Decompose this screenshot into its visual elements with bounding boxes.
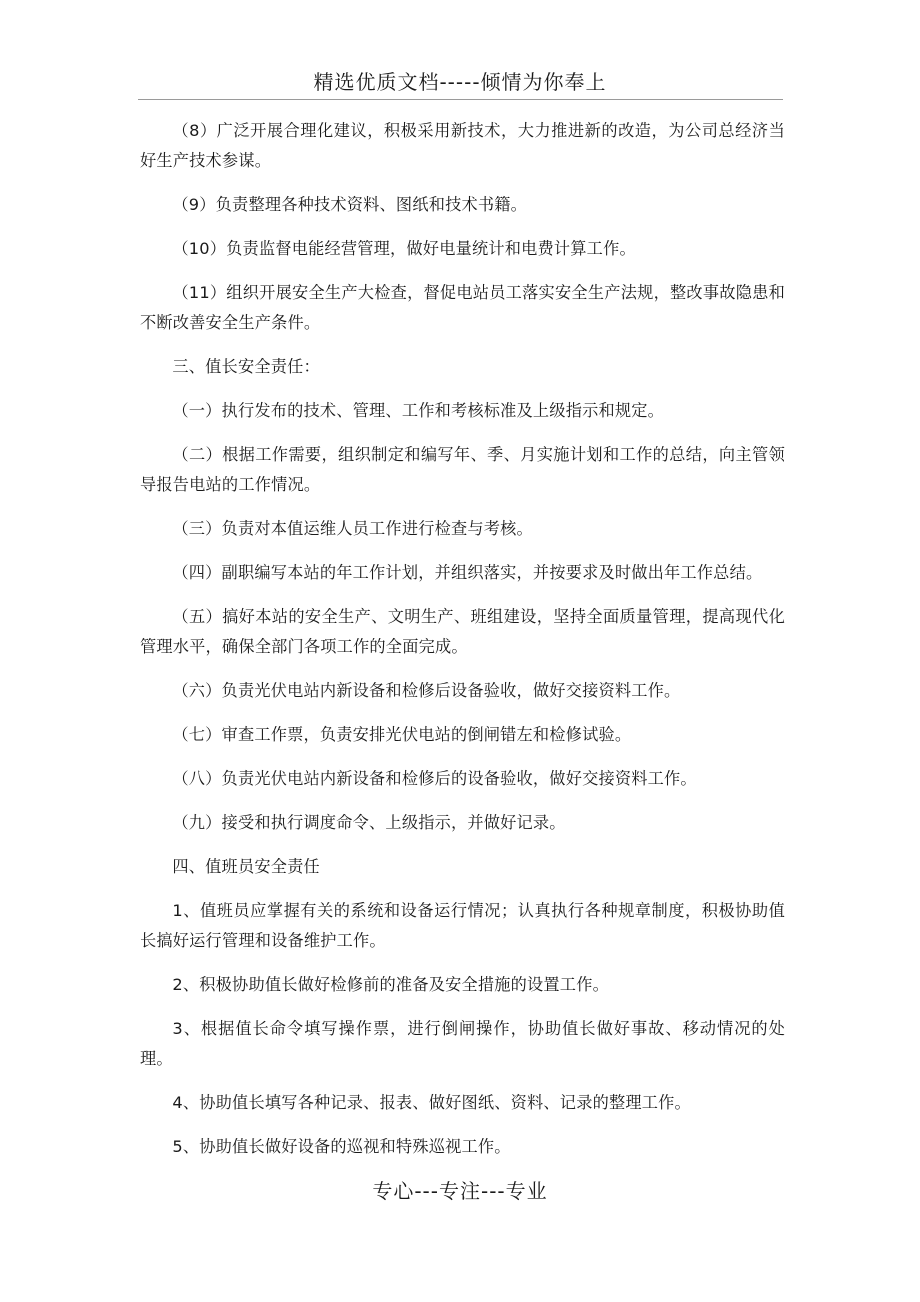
- paragraph: 5、协助值长做好设备的巡视和特殊巡视工作。: [172, 1137, 511, 1156]
- paragraph: （六）负责光伏电站内新设备和检修后设备验收，做好交接资料工作。: [172, 681, 681, 700]
- paragraph: （一）执行发布的技术、管理、工作和考核标准及上级指示和规定。: [172, 401, 665, 420]
- document-body: [140, 116, 785, 1176]
- section-heading: 四、值班员安全责任: [172, 857, 320, 876]
- page-footer-text: 专心---专注---专业: [372, 1179, 548, 1203]
- paragraph: （二）根据工作需要，组织制定和编写年、季、月实施计划和工作的总结，向主管领导报告电站的工作情况。: [140, 445, 785, 494]
- paragraph: 1、值班员应掌握有关的系统和设备运行情况；认真执行各种规章制度，积极协助值长搞好运行管理和设备维护工作。: [140, 901, 785, 950]
- paragraph: 4、协助值长填写各种记录、报表、做好图纸、资料、记录的整理工作。: [172, 1093, 691, 1112]
- paragraph: 3、根据值长命令填写操作票，进行倒闸操作，协助值长做好事故、移动情况的处理。: [140, 1019, 785, 1068]
- paragraph: （九）接受和执行调度命令、上级指示，并做好记录。: [172, 813, 566, 832]
- paragraph: （9）负责整理各种技术资料、图纸和技术书籍。: [172, 195, 528, 214]
- paragraph: （五）搞好本站的安全生产、文明生产、班组建设，坚持全面质量管理，提高现代化管理水平，确保全部门各项工作的全面完成。: [140, 607, 785, 656]
- paragraph: （三）负责对本值运维人员工作进行检查与考核。: [172, 519, 533, 538]
- section-heading: 三、值长安全责任：: [172, 357, 320, 376]
- page-header-title: 精选优质文档-----倾情为你奉上: [313, 70, 607, 94]
- paragraph: （七）审查工作票，负责安排光伏电站的倒闸错左和检修试验。: [172, 725, 632, 744]
- header-divider: [138, 99, 783, 100]
- paragraph: 2、积极协助值长做好检修前的准备及安全措施的设置工作。: [172, 975, 609, 994]
- paragraph: （四）副职编写本站的年工作计划，并组织落实，并按要求及时做出年工作总结。: [172, 563, 763, 582]
- paragraph: （8）广泛开展合理化建议，积极采用新技术，大力推进新的改造，为公司总经济当好生产技术参谋。: [140, 121, 785, 170]
- paragraph: （10）负责监督电能经营管理，做好电量统计和电费计算工作。: [172, 239, 636, 258]
- paragraph: （八）负责光伏电站内新设备和检修后的设备验收，做好交接资料工作。: [172, 769, 697, 788]
- paragraph: （11）组织开展安全生产大检查，督促电站员工落实安全生产法规，整改事故隐患和不断改善安全生产条件。: [140, 283, 785, 332]
